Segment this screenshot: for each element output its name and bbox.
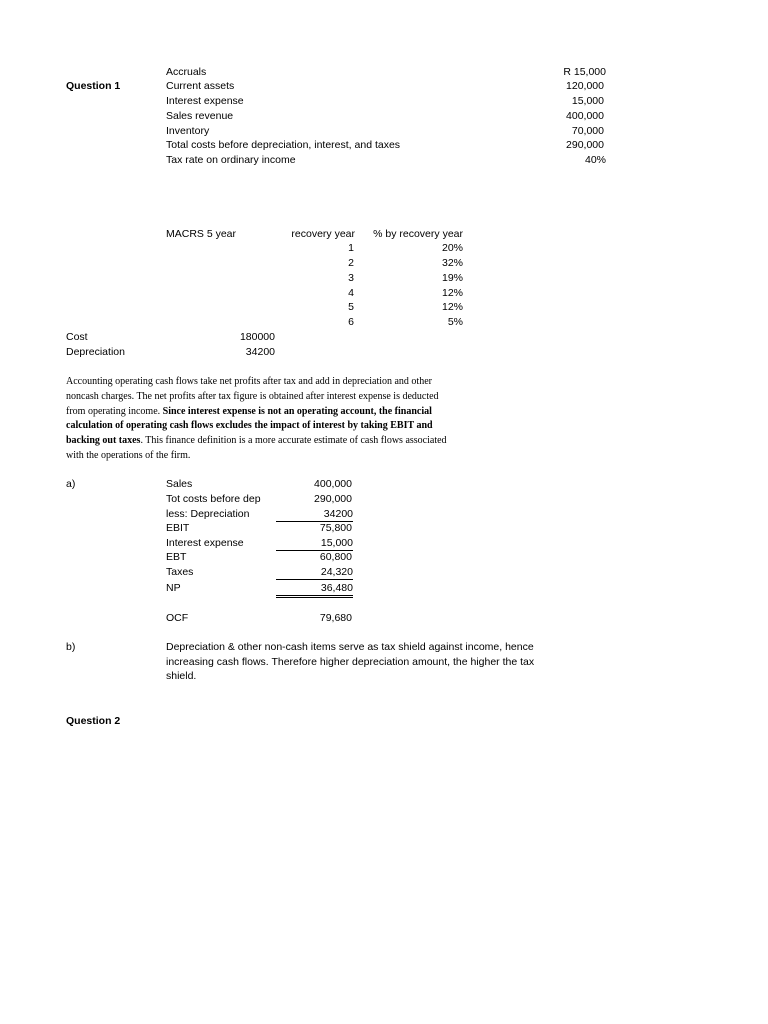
macrs-year: 6 — [348, 316, 354, 328]
depreciation-label: Depreciation — [66, 346, 125, 358]
income-row-value: 34200 — [276, 507, 353, 522]
q1-item-label: Inventory — [166, 125, 210, 137]
ocf-label: OCF — [166, 612, 189, 624]
macrs-pct: 5% — [447, 316, 463, 328]
q1-item-value: 290,000 — [566, 139, 604, 151]
macrs-pct: 19% — [441, 272, 463, 284]
q1-item-value: 70,000 — [571, 125, 604, 137]
q1-item-label: Tax rate on ordinary income — [166, 154, 296, 166]
ocf-value: 79,680 — [319, 612, 352, 624]
paragraph-bold-text: Since interest expense is not an operating account, the financial calculation of operating cash flows excludes the impact of interest by taking EBIT and backing out taxes — [66, 405, 433, 447]
macrs-year: 5 — [348, 301, 354, 313]
income-row-label: less: Depreciation — [166, 508, 250, 520]
income-row-label: Interest expense — [166, 537, 244, 549]
part-a-marker: a) — [66, 478, 76, 490]
income-row-label: Tot costs before dep — [166, 493, 261, 505]
q1-item-value: 40% — [584, 154, 606, 166]
income-row-label: EBIT — [166, 522, 190, 534]
macrs-pct: 32% — [441, 257, 463, 269]
macrs-label: MACRS 5 year — [166, 228, 237, 240]
paragraph-text: . This finance definition is a more accurate estimate of cash flows associated with the operations of the firm. — [66, 435, 447, 461]
q1-item-label: Accruals — [166, 66, 207, 78]
q1-item-label: Interest expense — [166, 95, 244, 107]
income-row-value: 400,000 — [314, 478, 352, 490]
income-row-label: Taxes — [166, 566, 194, 578]
macrs-year: 2 — [348, 257, 354, 269]
income-row-value: 36,480 — [276, 581, 353, 598]
macrs-year: 1 — [348, 242, 354, 254]
income-row-value: 75,800 — [319, 522, 352, 534]
macrs-year: 3 — [348, 272, 354, 284]
depreciation-value: 34200 — [245, 346, 275, 358]
question-1-title: Question 1 — [66, 80, 121, 92]
income-row-label: EBT — [166, 551, 187, 563]
macrs-col-year-header: recovery year — [291, 228, 355, 240]
q1-item-value: 120,000 — [566, 80, 604, 92]
part-b-marker: b) — [66, 641, 76, 653]
q1-item-label: Total costs before depreciation, interest, and taxes — [166, 139, 401, 151]
paragraph-text: Accounting operating cash flows take net profits after tax and add in depreciation and other noncash charges. The net profits after tax figure is obtained after interest expense is deducted from operating income. — [66, 376, 439, 417]
income-row-label: NP — [166, 582, 181, 594]
q1-item-value: 400,000 — [566, 110, 604, 122]
cost-value: 180000 — [239, 331, 275, 343]
macrs-pct: 20% — [441, 242, 463, 254]
q1-item-value: R 15,000 — [563, 66, 606, 78]
q1-item-label: Current assets — [166, 80, 235, 92]
question-2-title: Question 2 — [66, 715, 121, 727]
income-row-value: 290,000 — [314, 493, 352, 505]
income-row-value: 60,800 — [319, 551, 352, 563]
income-row-value: 15,000 — [276, 536, 353, 551]
q1-item-value: 15,000 — [571, 95, 604, 107]
macrs-pct: 12% — [441, 301, 463, 313]
macrs-pct: 12% — [441, 287, 463, 299]
cost-label: Cost — [66, 331, 88, 343]
part-b-answer: Depreciation & other non-cash items serve as tax shield against income, hence increasing cash flows. Therefore higher depreciation amount, the higher the tax shield. — [166, 641, 535, 683]
q1-item-label: Sales revenue — [166, 110, 234, 122]
income-row-label: Sales — [166, 478, 193, 490]
macrs-year: 4 — [348, 287, 354, 299]
income-row-value: 24,320 — [276, 565, 353, 580]
ocf-explanation-paragraph — [66, 375, 451, 464]
macrs-col-pct-header: % by recovery year — [373, 228, 463, 240]
